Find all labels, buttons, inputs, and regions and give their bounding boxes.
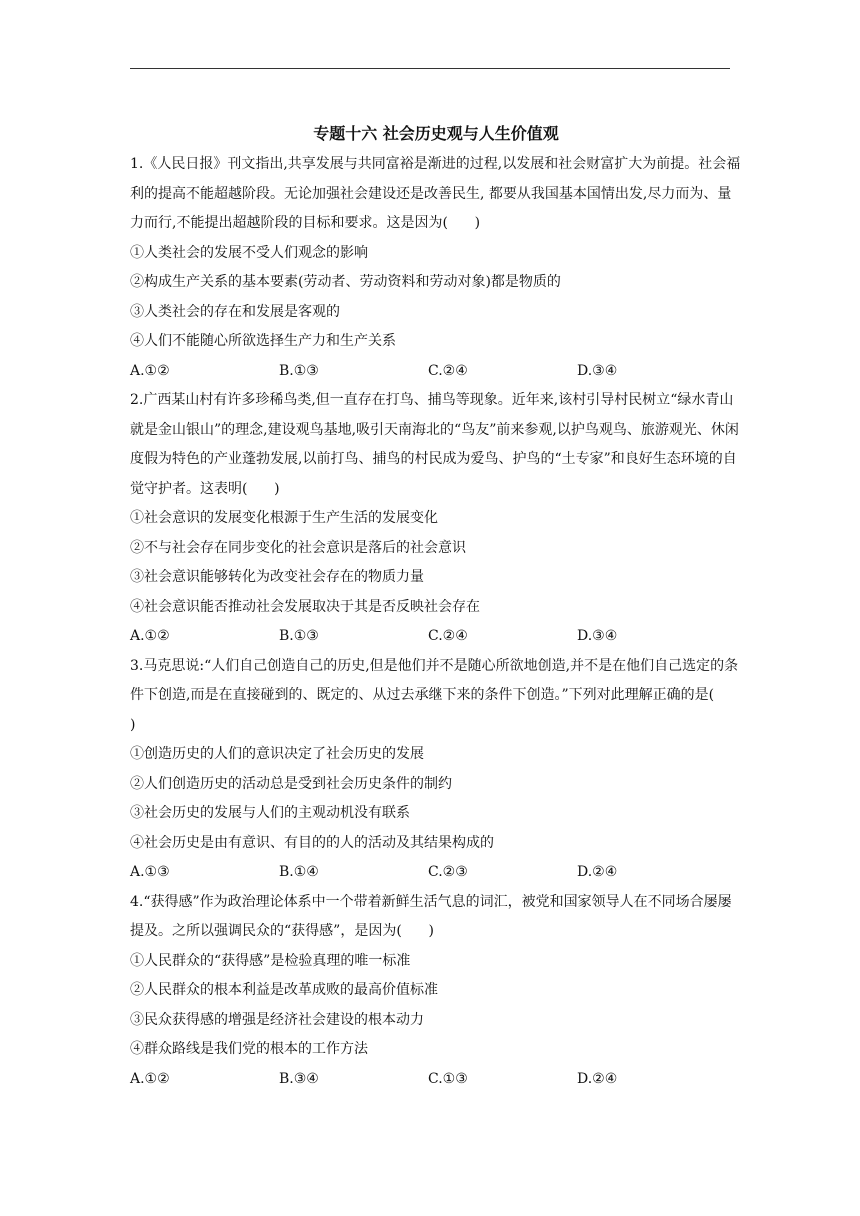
answer-options bbox=[130, 1065, 742, 1095]
page-title: 专题十六 社会历史观与人生价值观 bbox=[313, 124, 559, 143]
answer-options bbox=[130, 622, 742, 652]
option-b: B.①③ bbox=[279, 362, 319, 379]
header-rule bbox=[130, 68, 730, 69]
answer-options bbox=[130, 357, 742, 387]
question-stem: 2.广西某山村有许多珍稀鸟类,但一直存在打鸟、捕鸟等现象。近年来,该村引导村民树立“绿水青山就是金山银山”的理念,建设观鸟基地,吸引天南海北的“鸟友”前来参观,以护鸟观鸟、旅游观光、休闲度假为特色的产业蓬勃发展,以前打鸟、捕鸟的村民成为爱鸟、护鸟的“土专家”和良好生态环境的自觉守护者。这表明( ) bbox=[130, 392, 739, 497]
document-body bbox=[130, 118, 742, 1094]
statement: ①人类社会的发展不受人们观念的影响 bbox=[130, 244, 368, 261]
answer-options bbox=[130, 858, 742, 888]
statement: ③社会历史的发展与人们的主观动机没有联系 bbox=[130, 805, 410, 821]
question-4 bbox=[130, 888, 742, 1095]
option-d: D.②④ bbox=[577, 1070, 618, 1087]
option-d: D.③④ bbox=[577, 362, 618, 379]
statement: ①人民群众的“获得感”是检验真理的唯一标准 bbox=[130, 952, 411, 969]
option-a: A.①② bbox=[130, 628, 170, 644]
option-d: D.③④ bbox=[577, 628, 618, 644]
option-c: C.①③ bbox=[428, 1070, 468, 1087]
option-a: A.①② bbox=[130, 1070, 170, 1087]
option-c: C.②④ bbox=[428, 628, 468, 644]
statement: ②人们创造历史的活动总是受到社会历史条件的制约 bbox=[130, 775, 452, 792]
question-stem: 4.“获得感”作为政治理论体系中一个带着新鲜生活气息的词汇，被党和国家领导人在不同场合屡屡提及。之所以强调民众的“获得感”，是因为( ) bbox=[130, 893, 732, 939]
statement: ③社会意识能够转化为改变社会存在的物质力量 bbox=[130, 569, 424, 585]
statement: ③人类社会的存在和发展是客观的 bbox=[130, 303, 340, 320]
question-1 bbox=[130, 150, 742, 386]
question-stem: 1.《人民日报》刊文指出,共享发展与共同富裕是渐进的过程,以发展和社会财富扩大为前提。社会福利的提高不能超越阶段。无论加强社会建设还是改善民生, 都要从我国基本国情出发,尽力而为、量力而行,不能提出超越阶段的目标和要求。这是因为( ) bbox=[130, 156, 741, 231]
statement: ④社会历史是由有意识、有目的的人的活动及其结果构成的 bbox=[130, 834, 494, 851]
option-c: C.②③ bbox=[428, 864, 468, 880]
option-a: A.①③ bbox=[130, 864, 170, 880]
statement: ②构成生产关系的基本要素(劳动者、劳动资料和劳动对象)都是物质的 bbox=[130, 274, 561, 290]
option-c: C.②④ bbox=[428, 362, 468, 379]
option-b: B.①④ bbox=[279, 864, 319, 880]
question-2 bbox=[130, 386, 742, 652]
statement: ①创造历史的人们的意识决定了社会历史的发展 bbox=[130, 746, 424, 762]
option-a: A.①② bbox=[130, 362, 170, 379]
option-b: B.③④ bbox=[279, 1070, 319, 1087]
statement: ④社会意识能否推动社会发展取决于其是否反映社会存在 bbox=[130, 598, 480, 615]
statement: ②人民群众的根本利益是改革成败的最高价值标准 bbox=[130, 982, 438, 998]
statement: ③民众获得感的增强是经济社会建设的根本动力 bbox=[130, 1011, 424, 1028]
option-d: D.②④ bbox=[577, 864, 618, 880]
option-b: B.①③ bbox=[279, 628, 319, 644]
statement: ②不与社会存在同步变化的社会意识是落后的社会意识 bbox=[130, 539, 466, 556]
statement: ④群众路线是我们党的根本的工作方法 bbox=[130, 1041, 368, 1057]
question-stem: 3.马克思说:“人们自己创造自己的历史,但是他们并不是随心所欲地创造,并不是在他们自己选定的条件下创造,而是在直接碰到的、既定的、从过去承继下来的条件下创造。”下列对此理解正确的是( ) bbox=[130, 657, 741, 733]
statement: ①社会意识的发展变化根源于生产生活的发展变化 bbox=[130, 510, 438, 526]
statement: ④人们不能随心所欲选择生产力和生产关系 bbox=[130, 333, 396, 349]
question-3 bbox=[130, 652, 742, 888]
